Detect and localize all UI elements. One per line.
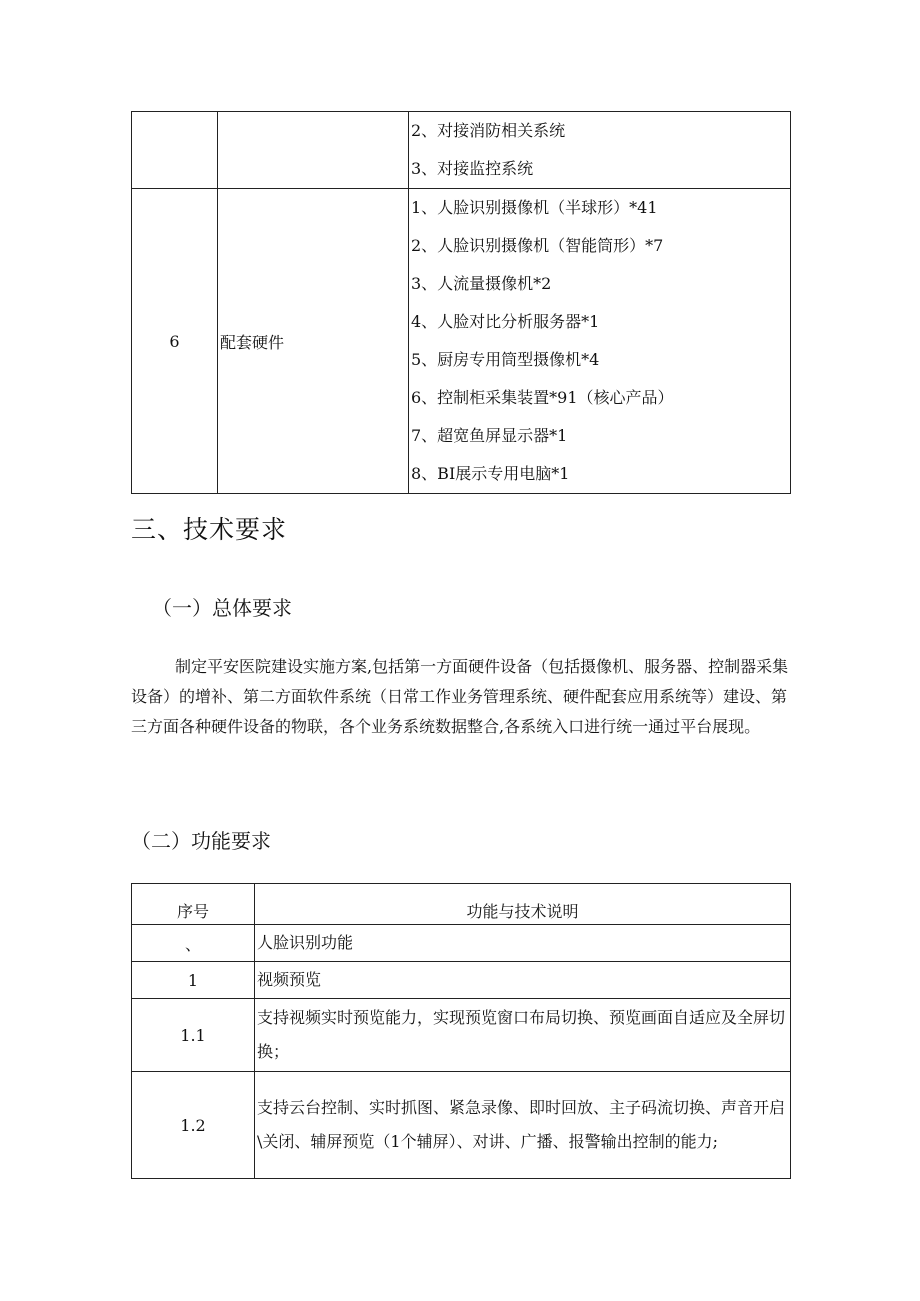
row-items — [409, 189, 791, 494]
table-row — [132, 962, 791, 999]
list-item: 6、控制柜采集装置*91（核心产品） — [411, 388, 674, 407]
table-row — [132, 1072, 791, 1179]
subsection-title-general: （一）总体要求 — [152, 596, 292, 620]
list-item: 2、对接消防相关系统 — [411, 121, 566, 140]
list-item: 8、BI展示专用电脑*1 — [411, 464, 570, 483]
row-description: 视频预览 — [255, 962, 791, 999]
row-description: 支持云台控制、实时抓图、紧急录像、即时回放、主子码流切换、声音开启\关闭、辅屏预览（1个辅屏）、对讲、广播、报警输出控制的能力; — [255, 1072, 791, 1179]
row-number: 1.2 — [132, 1072, 255, 1179]
row-number: 6 — [132, 189, 218, 494]
list-item: 2、人脸识别摄像机（智能筒形）*7 — [411, 236, 664, 255]
row-number: 1 — [132, 962, 255, 999]
table-row — [132, 112, 791, 189]
hardware-table — [131, 111, 791, 494]
row-number — [132, 112, 218, 189]
row-items — [409, 112, 791, 189]
subsection-title-functional: （二）功能要求 — [131, 829, 271, 853]
header-number: 序号 — [132, 884, 255, 925]
table-header-row — [132, 884, 791, 925]
list-item: 3、人流量摄像机*2 — [411, 274, 552, 293]
row-number: 1.1 — [132, 999, 255, 1072]
header-description: 功能与技术说明 — [255, 884, 791, 925]
list-item: 4、人脸对比分析服务器*1 — [411, 312, 600, 331]
row-description: 支持视频实时预览能力，实现预览窗口布局切换、预览画面自适应及全屏切换； — [255, 999, 791, 1072]
general-requirements-paragraph: 制定平安医院建设实施方案,包括第一方面硬件设备（包括摄像机、服务器、控制器采集设备）的增补、第二方面软件系统（日常工作业务管理系统、硬件配套应用系统等）建设、第三方面各种硬件设备的物联，各个业务系统数据整合,各系统入口进行统一通过平台展现。 — [131, 657, 789, 736]
list-item: 3、对接监控系统 — [411, 159, 534, 178]
table-row — [132, 189, 791, 494]
row-category: 配套硬件 — [218, 189, 409, 494]
list-item: 7、超宽鱼屏显示器*1 — [411, 426, 568, 445]
list-item: 1、人脸识别摄像机（半球形）*41 — [411, 198, 658, 217]
row-description: 人脸识别功能 — [255, 925, 791, 962]
function-table — [131, 883, 791, 1179]
table-row — [132, 925, 791, 962]
table-row — [132, 999, 791, 1072]
row-number: 、 — [132, 925, 255, 962]
list-item: 5、厨房专用筒型摄像机*4 — [411, 350, 600, 369]
section-title: 三、技术要求 — [131, 515, 288, 544]
row-category — [218, 112, 409, 189]
